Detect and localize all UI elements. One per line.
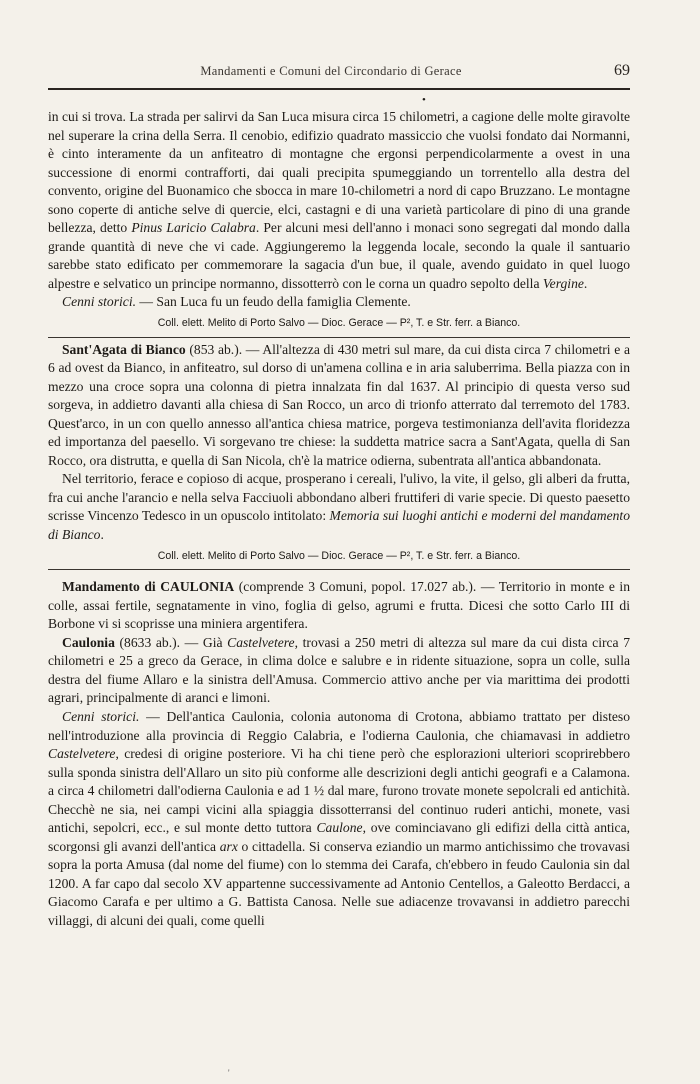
paragraph-mandamento-caulonia [48, 578, 630, 634]
entry-title: Caulonia [62, 634, 115, 650]
entry-title: Mandamento di CAULONIA [62, 579, 235, 595]
section-divider [48, 337, 630, 338]
text-run: . [100, 527, 104, 543]
italic-title: Memoria sui luoghi antichi e moderni del mandamento di Bianco [48, 508, 630, 543]
italic-term: Caulone [316, 820, 363, 836]
page-header [48, 62, 630, 80]
text-run: , ove cominciavano gli edifizi della città antica, scorgonsi gli avanzi dell'antica [48, 820, 631, 854]
page-content [48, 108, 630, 931]
section-divider [48, 569, 630, 570]
collegio-line: Coll. elett. Melito di Porto Salvo — Dioc. Gerace — P², T. e Str. ferr. a Bianco. [157, 317, 521, 330]
italic-term: Castelvetere [48, 746, 116, 762]
header-rule [48, 88, 630, 90]
text-run: (853 ab.). — All'altezza di 430 metri sul mare, da cui dista circa 7 chilometri e a 6 ad ovest da Bianco, in anfiteatro, sul dorso di un'amena collina e in aria saluberrima. Bella piazza con in mezzo una croce sopra una colonna di pietra innalzata fin dal 1637. Al principio di questa verso sud sorgeva, in addietro davanti alla chiesa di San Rocco, un arco di trionfo atterrato dal terremoto del 1783. Quest'arco, in un con quello annesso all'antica chiesa matrice, porgeva testimonianza dell'avita floridezza ed importanza del paesello. Vi sorgevano tre chiese: la suddetta matrice sacra a Sant'Agata, quella di San Rocco, ora distrutta, e quella di San Nicola, ch'è la matrice odierna, subentrata all'antica abbandonata. [48, 341, 631, 468]
paragraph-cenni-caulonia [48, 708, 630, 931]
paragraph-caulonia [48, 634, 630, 708]
text-run: . [583, 275, 588, 291]
text-run: — Dell'antica Caulonia, colonia autonoma di Crotona, abbiamo trattato per disteso nell'introduzione alla provincia di Reggio Calabria, e l'odierna Caulonia, che chiamavasi in addietro [48, 708, 630, 743]
text-run: o cittadella. Si conserva eziandio un marmo antichissimo che trovavasi sopra la porta Amusa (dal nome del fiume) con lo stemma dei Carafa, ch'ebbero in feudo Caulonia sin dal 1200. A far capo dal secolo XV appartenne successivamente ad Antonio Centellos, a Galeotto Berdacci, a Giacomo Carafa e per ultimo a G. Battista Canosa. Nelle sue adiacenze trovavansi in addietro parecchi villaggi, di alcuni dei quali, come quelli [48, 838, 630, 928]
paragraph-san-luca [48, 108, 630, 293]
paragraph-cenni-san-luca [48, 293, 630, 312]
italic-term: Vergine [542, 275, 584, 291]
footer-mark: ' [228, 1068, 230, 1078]
italic-term: Castelvetere [227, 634, 295, 650]
italic-term: Pinus Laricio Calabra [131, 220, 256, 236]
text-run: — San Luca fu un feudo della famiglia Clemente. [136, 294, 411, 310]
collegio-line: Coll. elett. Melito di Porto Salvo — Dioc. Gerace — P², T. e Str. ferr. a Bianco. [157, 549, 521, 562]
cenni-label: Cenni storici. [62, 294, 137, 310]
text-run: . Per alcuni mesi dell'anno i monaci sono segregati dal mondo dalla grande quantità di neve che vi cade. Aggiungeremo la leggenda locale, secondo la quale il santuario sarebbe stato edificato per commemorare la sagacia d'un bue, il quale, avendo guidato in quel luogo alpestre e selvatico un principe normanno, dissotterrò con le corna un quadro sepolto della [48, 220, 630, 291]
ornament-dot: • [422, 94, 426, 106]
text-run: , credesi di origine posteriore. Vi ha chi tiene però che esplorazioni ulteriori scoprirebbero sulla sponda sinistra dell'Allaro un sito più conforme alle descrizioni degli antichi geografi e a Calamona. a circa 4 chilometri dall'odierna Caulonia e ad 1 ½ dal mare, furono trovate monete sepolcrali ed antichità. Checchè ne sia, nei campi vicini alla spiaggia dissotterransi del continuo ruderi antichi, monete, vasi antichi, sepolcri, ecc., e sul monte detto tuttora [48, 746, 630, 836]
paragraph-sant-agata-territorio [48, 470, 630, 544]
page-number: 69 [614, 62, 630, 79]
text-run: in cui si trova. La strada per salirvi da San Luca misura circa 15 chilometri, a cagione delle molte giravolte nel superare la crina della Serra. Il cenobio, edifizio quadrato massiccio che vuolsi fondato dai Normanni, è cinto interamente da un anfiteatro di montagne che ergonsi perpendicolarmente a ovest in una successione di enormi contrafforti, dai quali precipita spumeggiando un torrentello alla destra del convento, origine del Buonamico che sbocca in mare 10-chilometri a nord di capo Bruzzano. Le montagne sono coperte di antiche selve di quercie, elci, castagni e di una varietà particolare di pino di una grande bellezza, detto [48, 109, 630, 236]
paragraph-sant-agata [48, 341, 630, 471]
text-run: , trovasi a 250 metri di altezza sul mare da cui dista circa 7 chilometri e 25 a greco da Gerace, in clima dolce e salubre e in ridente situazione, sopra un colle, sulla destra del fiume Allaro e la sinistra dell'Amusa. Commercio attivo anche per via marittima dei prodotti agrari, principalmente di aranci e limoni. [48, 634, 630, 706]
text-run: Nel territorio, ferace e copioso di acque, prosperano i cereali, l'ulivo, la vite, il gelso, gli alberi da frutta, fra cui anche l'arancio e nella selva Facciuoli abbondano alberi fruttiferi di varie specie. Di questo paesetto scrisse Vincenzo Tedesco in un opuscolo intitolato: [48, 471, 630, 524]
cenni-label: Cenni storici. [62, 708, 140, 724]
running-title: Mandamenti e Comuni del Circondario di Gerace [200, 64, 462, 78]
italic-term: arx [219, 838, 238, 854]
text-run: (8633 ab.). — Già [114, 634, 228, 650]
text-run: (comprende 3 Comuni, popol. 17.027 ab.). — Territorio in monte e in colle, assai fertile, segnatamente in vino, foglia di gelso, agrumi e frutta. Dicesi che sotto Carlo III di Borbone vi si scoprisse una miniera argentifera. [48, 579, 631, 632]
entry-title: Sant'Agata di Bianco [62, 341, 186, 357]
